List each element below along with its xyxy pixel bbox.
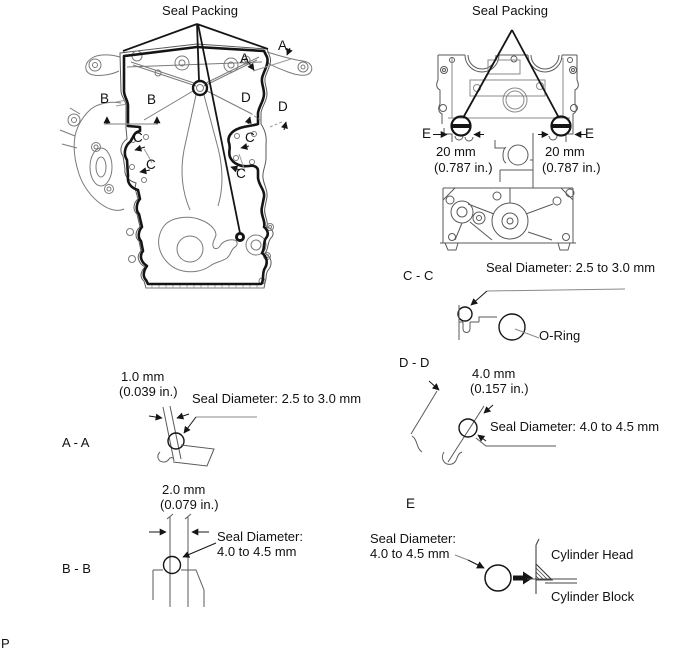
section-bb-label: B - B [62, 561, 91, 576]
section-e-cylinder-block-label: Cylinder Block [551, 589, 635, 604]
left-diagram-title: Seal Packing [162, 3, 238, 18]
cover-label-d1: D [241, 90, 251, 105]
cover-label-d2: D [278, 99, 288, 114]
section-e-cylinder-head-label: Cylinder Head [551, 547, 634, 562]
apply-arrow [513, 572, 533, 585]
cylinder-block-drawing [433, 30, 586, 250]
section-aa-seal-diameter: Seal Diameter: 2.5 to 3.0 mm [192, 391, 362, 406]
section-aa-in: (0.039 in.) [119, 384, 178, 399]
section-e-seal-diameter-1: Seal Diameter: [370, 531, 456, 546]
cover-label-a2: A [278, 38, 288, 53]
block-label-e-right: E [585, 126, 595, 141]
section-cc-seal-diameter: Seal Diameter: 2.5 to 3.0 mm [486, 260, 656, 275]
cover-label-c2: C [146, 157, 156, 172]
cover-label-c1: C [133, 130, 143, 145]
bb-seal-circle [164, 557, 181, 574]
block-lower [440, 188, 576, 250]
block-dim-right-mm: 20 mm [545, 144, 585, 159]
section-aa-drawing [149, 406, 257, 466]
seal-dot [237, 234, 244, 241]
section-dd-label: D - D [399, 355, 430, 370]
section-dd-seal-diameter: Seal Diameter: 4.0 to 4.5 mm [490, 419, 660, 434]
timing-cover-drawing [60, 24, 312, 288]
cover-label-b1: B [100, 91, 110, 106]
section-aa-mm: 1.0 mm [121, 369, 165, 384]
cc-seal-circle [458, 307, 472, 321]
cover-label-c3: C [245, 130, 255, 145]
section-dd-in: (0.157 in.) [470, 381, 529, 396]
block-seal-spots [452, 117, 571, 136]
block-dim-right-in: (0.787 in.) [542, 160, 601, 175]
section-bb-in: (0.079 in.) [160, 497, 219, 512]
section-dd-mm: 4.0 mm [472, 366, 516, 381]
cover-label-a1: A [240, 51, 250, 66]
section-cc-oring-label: O-Ring [539, 328, 581, 343]
cover-label-b2: B [147, 92, 157, 107]
footer-partial-text: P [1, 636, 10, 651]
section-e-label: E [406, 496, 416, 511]
dd-seal-circle [459, 419, 477, 437]
block-dim-left-mm: 20 mm [436, 144, 476, 159]
cover-background-parts [60, 52, 312, 210]
cover-label-c4: C [236, 166, 246, 181]
right-diagram-title: Seal Packing [472, 3, 548, 18]
center-grommet [193, 81, 207, 95]
block-dim-left-in: (0.787 in.) [434, 160, 493, 175]
cc-oring-circle [499, 314, 525, 340]
section-aa-label: A - A [62, 435, 90, 450]
e-seal-circle [485, 565, 511, 591]
section-cc-label: C - C [403, 268, 434, 283]
section-e-seal-diameter-2: 4.0 to 4.5 mm [370, 546, 450, 561]
section-bb-mm: 2.0 mm [162, 482, 206, 497]
block-label-e-left: E [422, 126, 432, 141]
section-bb-drawing [149, 514, 216, 607]
section-bb-seal-diameter-2: 4.0 to 4.5 mm [217, 544, 297, 559]
section-bb-seal-diameter-1: Seal Diameter: [217, 529, 303, 544]
